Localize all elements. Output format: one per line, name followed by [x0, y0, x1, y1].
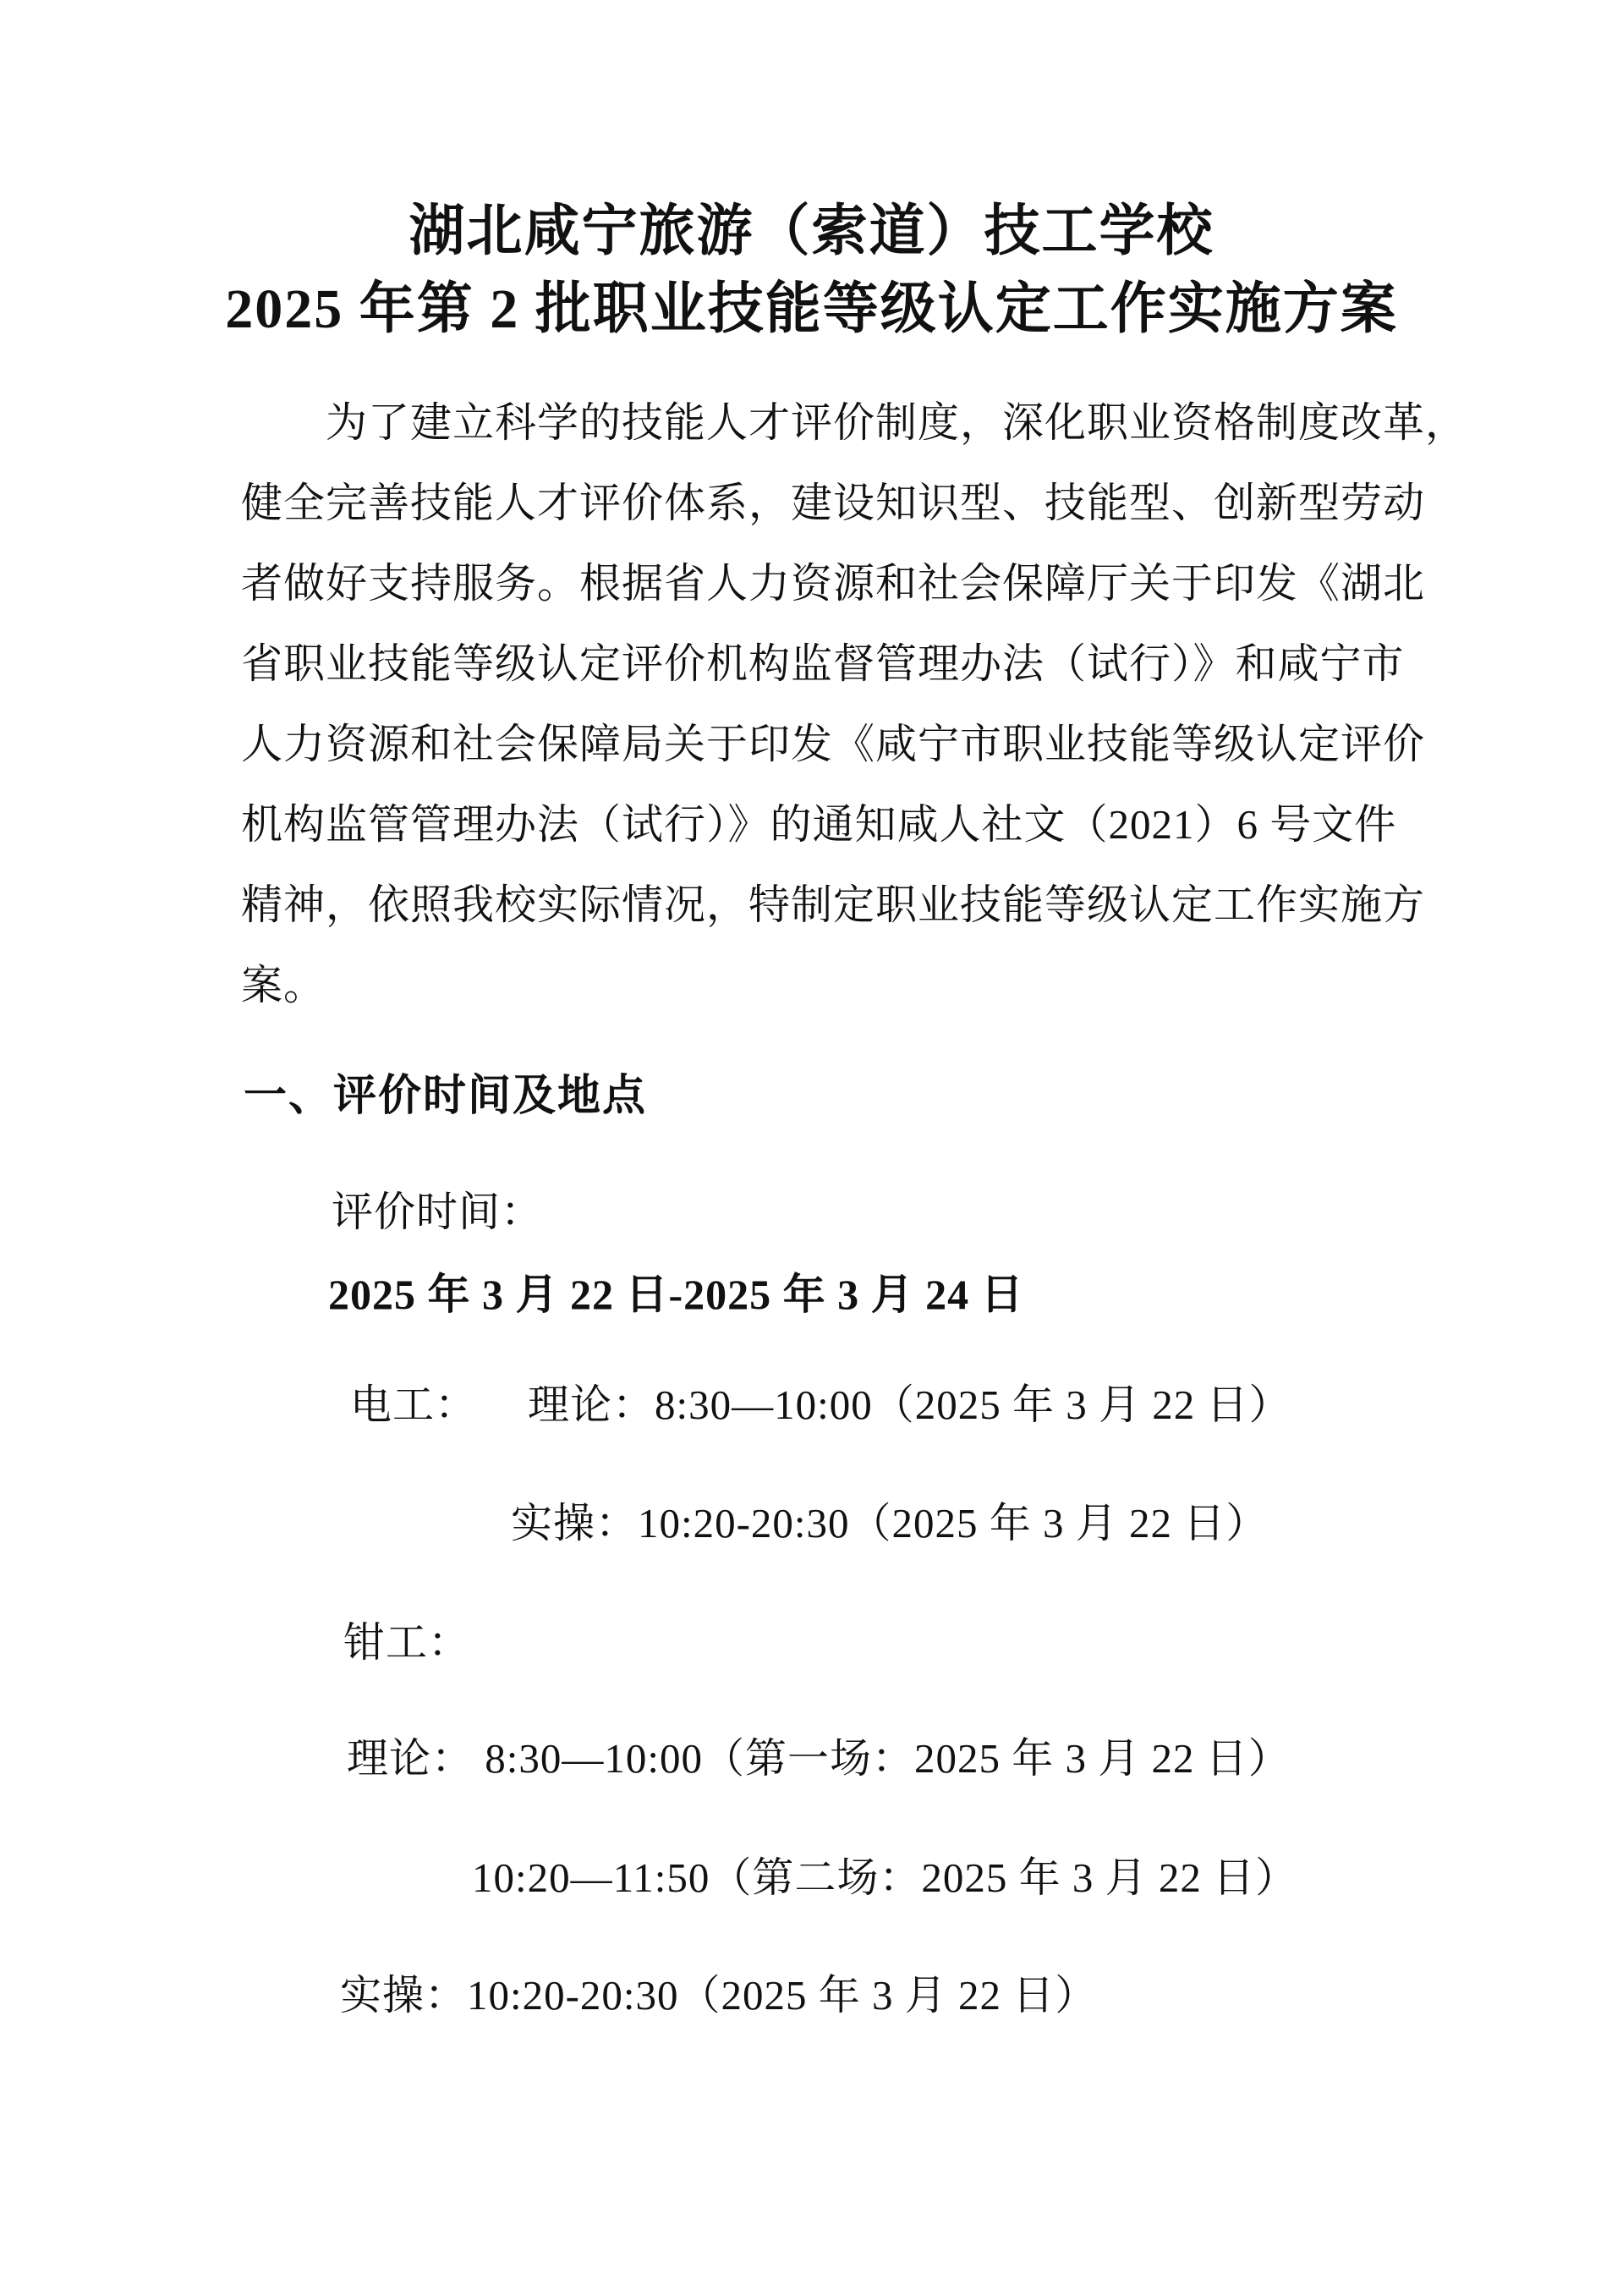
intro-line-5: 人力资源和社会保障局关于印发《咸宁市职业技能等级认定评价	[241, 721, 1426, 767]
intro-line-8: 案。	[241, 962, 326, 1008]
electrician-label: 电工：	[350, 1381, 478, 1428]
intro-line-3: 者做好支持服务。根据省人力资源和社会保障厅关于印发《湖北	[241, 560, 1426, 607]
fitter-theory-session-2: 10:20—11:50（第二场：2025 年 3 月 22 日）	[472, 1854, 1298, 1901]
intro-line-1: 为了建立科学的技能人才评价制度，深化职业资格制度改革，	[326, 399, 1468, 446]
section-1-heading: 一、评价时间及地点	[244, 1073, 648, 1120]
intro-line-2: 健全完善技能人才评价体系，建设知识型、技能型、创新型劳动	[241, 480, 1426, 526]
intro-line-4: 省职业技能等级认定评价机构监督管理办法（试行）》和咸宁市	[241, 640, 1405, 687]
document-title-line-1: 湖北咸宁旅游（索道）技工学校	[408, 200, 1215, 262]
intro-paragraph	[241, 382, 1468, 1025]
electrician-theory-time: 理论：8:30—10:00（2025 年 3 月 22 日）	[528, 1381, 1291, 1428]
intro-line-7: 精神，依照我校实际情况，特制定职业技能等级认定工作实施方	[241, 882, 1426, 928]
evaluation-date-range: 2025 年 3 月 22 日-2025 年 3 月 24 日	[328, 1271, 1024, 1318]
intro-line-6: 机构监管管理办法（试行）》的通知咸人社文（2021）6 号文件	[241, 801, 1397, 848]
document-title-line-2: 2025 年第 2 批职业技能等级认定工作实施方案	[225, 278, 1398, 340]
electrician-practice-time: 实操：10:20-20:30（2025 年 3 月 22 日）	[511, 1500, 1269, 1546]
fitter-label: 钳工：	[343, 1619, 471, 1666]
fitter-practice-time: 实操：10:20-20:30（2025 年 3 月 22 日）	[340, 1972, 1098, 2019]
fitter-theory-session-1: 理论： 8:30—10:00（第一场：2025 年 3 月 22 日）	[347, 1735, 1291, 1782]
electrician-schedule-row	[350, 1379, 1291, 1431]
evaluation-time-label: 评价时间：	[332, 1189, 544, 1235]
